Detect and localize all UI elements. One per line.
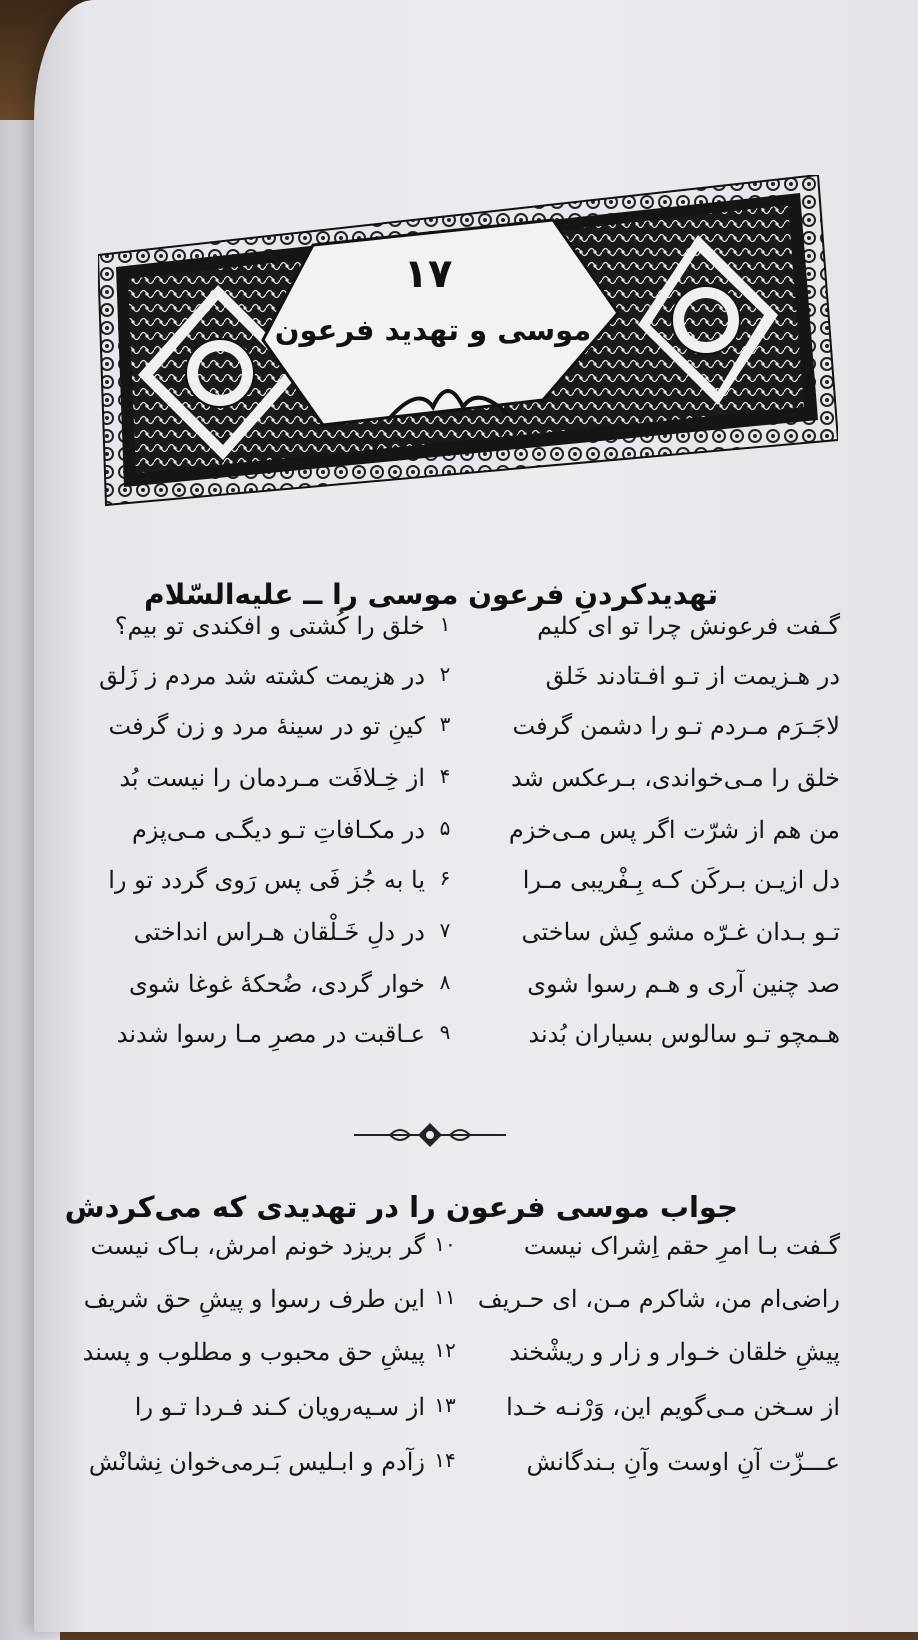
verse-row xyxy=(20,918,880,966)
verse-row xyxy=(20,1338,880,1386)
verse-first-hemistich: من هم از شرّت اگر پس مـی‌خزم xyxy=(508,816,840,844)
verse-first-hemistich: صد چنین آری و هـم رسوا شوی xyxy=(527,970,840,998)
verse-first-hemistich: پیشِ خلقان خـوار و زار و ریشْخند xyxy=(509,1338,840,1366)
verse-number: ۱۰ xyxy=(434,1232,456,1256)
verse-second-hemistich: پیشِ حق محبوب و مطلوب و پسند xyxy=(82,1338,425,1366)
verse-row xyxy=(20,816,880,864)
verse-number: ۱۲ xyxy=(434,1338,456,1362)
verse-row xyxy=(20,1285,880,1333)
verse-first-hemistich: تـو بـدان غـرّه مشو کِش ساختی xyxy=(521,918,840,946)
verse-number: ۱۱ xyxy=(434,1285,456,1309)
verse-first-hemistich: گـفت فرعونش چرا تو ای کلیم xyxy=(537,612,840,640)
verse-number: ۸ xyxy=(439,970,451,994)
verse-second-hemistich: خلق را کُشتی و افکندی تو بیم؟ xyxy=(114,612,425,640)
verse-number: ۷ xyxy=(439,918,451,942)
verse-number: ۹ xyxy=(439,1020,451,1044)
section-heading-answer: جواب موسی فرعون را در تهدیدی که می‌کردش xyxy=(64,1190,738,1224)
verse-second-hemistich: یا به جُز فَی پس رَوی گردد تو را xyxy=(108,866,425,894)
section-heading-threat: تهدیدکردنِ فرعون موسی را ــ علیه‌السّلام xyxy=(144,578,718,611)
verse-first-hemistich: دل ازیـن بـرکَن کـه بِـفْریبی مـرا xyxy=(522,866,840,894)
verse-first-hemistich: خلق را مـی‌خواندی، بـرعکس شد xyxy=(510,764,840,792)
verse-first-hemistich: لاجَـرَم مـردم تـو را دشمن گرفت xyxy=(512,712,840,740)
verse-number: ۳ xyxy=(439,712,451,736)
verse-row xyxy=(20,866,880,914)
verse-number: ۱۳ xyxy=(434,1393,456,1417)
verse-first-hemistich: عـــزّت آنِ اوست وآنِ بـندگانش xyxy=(526,1448,840,1476)
verse-row xyxy=(20,970,880,1018)
verse-row xyxy=(20,712,880,760)
verse-second-hemistich: کینِ تو در سینهٔ مرد و زن گرفت xyxy=(108,712,425,740)
chapter-banner xyxy=(98,175,838,515)
verse-first-hemistich: گـفت بـا امرِ حقم اِشراک نیست xyxy=(523,1232,840,1260)
verse-second-hemistich: در هزیمت کشته شد مردم ز زَلق xyxy=(99,662,425,690)
verse-first-hemistich: از سـخن مـی‌گویم این، وَرْنـه خـدا xyxy=(506,1393,840,1421)
verse-number: ۶ xyxy=(439,866,451,890)
verse-number: ۵ xyxy=(439,816,451,840)
verse-second-hemistich: گر بریزد خونم امرش، بـاک نیست xyxy=(90,1232,425,1260)
verse-row xyxy=(20,764,880,812)
verse-first-hemistich: هـمچو تـو سالوس بسیاران بُدند xyxy=(528,1020,840,1048)
verse-second-hemistich: عـاقبت در مصرِ مـا رسوا شدند xyxy=(116,1020,425,1048)
chapter-title: موسی و تهدید فرعون xyxy=(274,313,592,347)
verse-row xyxy=(20,1020,880,1068)
verse-row xyxy=(20,1448,880,1496)
verse-number: ۲ xyxy=(439,662,451,686)
verse-number: ۴ xyxy=(439,764,451,788)
verse-second-hemistich: این طرف رسوا و پیشِ حق شریف xyxy=(83,1285,425,1313)
verse-first-hemistich: راضی‌ام من، شاکرم مـن، ای حـریف xyxy=(477,1285,840,1313)
chapter-number: ۱۷ xyxy=(403,251,453,297)
verse-second-hemistich: از سـیه‌رویان کـند فـردا تـو را xyxy=(134,1393,425,1421)
verse-row xyxy=(20,1232,880,1280)
ornamental-divider xyxy=(350,1120,510,1150)
verse-second-hemistich: زآدم و ابـلیس بَـرمی‌خوان نِشانْش xyxy=(88,1448,425,1476)
verse-row xyxy=(20,1393,880,1441)
verse-second-hemistich: از خِـلافَت مـردمان را نیست بُد xyxy=(119,764,425,792)
verse-second-hemistich: در مکـافاتِ تـو دیگـی مـی‌پزم xyxy=(131,816,425,844)
verse-first-hemistich: در هـزیمت از تـو افـتادند خَلق xyxy=(545,662,840,690)
verse-second-hemistich: در دلِ خَـلْقان هـراس انداختی xyxy=(133,918,425,946)
verse-number: ۱۴ xyxy=(434,1448,456,1472)
verse-number: ۱ xyxy=(439,612,451,636)
verse-row xyxy=(20,662,880,710)
verse-second-hemistich: خوار گردی، ضُحکهٔ غوغا شوی xyxy=(129,970,425,998)
verse-row xyxy=(20,612,880,660)
